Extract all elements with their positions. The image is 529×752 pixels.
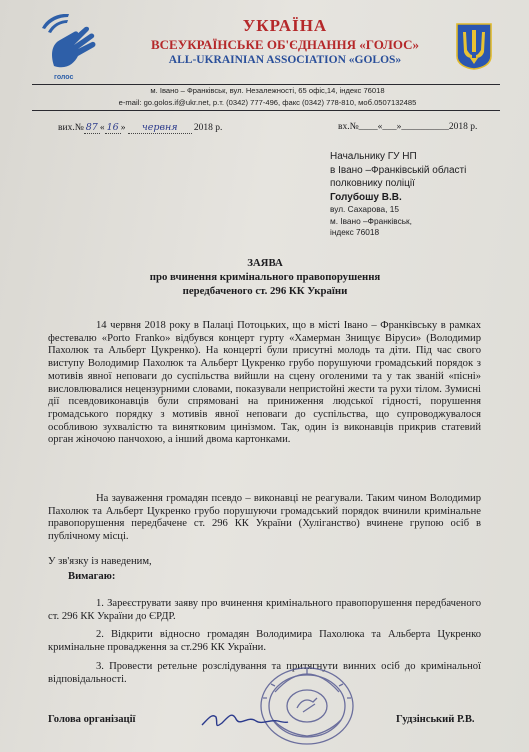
document-title-line-1: ЗАЯВА: [247, 257, 283, 269]
recipient-name: Голубошу В.В.: [330, 191, 402, 203]
signatory-position: Голова організації: [48, 714, 136, 725]
logo-wordmark: голос: [54, 74, 74, 81]
golos-hand-logo: [40, 14, 106, 86]
outgoing-number-value: 87: [85, 122, 98, 133]
recipient-line-3: полковнику поліції: [330, 178, 415, 189]
handwritten-signature: [200, 705, 290, 733]
signatory-name: Гудзінський Р.В.: [396, 714, 475, 725]
demand-item: 2. Відкрити відносно громадян Володимира Пахолюка та Альберта Цукренко кримінальне провадження за ст.296 КК України.: [48, 629, 481, 654]
outgoing-number: [58, 122, 222, 133]
paragraph-text: У зв'язку із наведеним,: [48, 556, 152, 567]
header-divider-bottom: [32, 110, 500, 111]
recipient-address-3: індекс 76018: [330, 227, 380, 237]
trident-emblem: [455, 22, 493, 70]
incoming-number: вх.№____«___»__________2018 р.: [338, 122, 478, 132]
organization-name-en: ALL-UKRAINIAN ASSOCIATION «GOLOS»: [168, 54, 402, 66]
body-paragraph-1: [48, 320, 481, 447]
recipient-address-2: м. Івано –Франківськ,: [330, 215, 412, 226]
demand-item: 3. Провести ретельне розслідування та притягнути винних осіб до кримінальної відповідальності.: [48, 660, 481, 685]
outgoing-month: червня: [128, 122, 192, 134]
recipient-address-1: вул. Сахарова, 15: [330, 204, 400, 214]
recipient-block: [330, 150, 466, 239]
organization-address: м. Івано – Франківськ, вул. Незалежності, 65 офіс,14, індекс 76018: [150, 86, 385, 95]
document-title-line-3: передбаченого ст. 296 КК України: [182, 285, 348, 297]
header-divider-top: [32, 84, 500, 85]
paragraph-text: На зауваження громадян псевдо – виконавці не реагували. Таким чином Володимир Пахолюк та Альберт Цукренко грубо порушуючи громадський порядок вчинили кримінальне правопорушення передбачене ст. 296 КК України (Хуліганство) вчинене групою осіб в публічному місці.: [48, 493, 481, 543]
recipient-line-2: в Івано –Франківській області: [330, 164, 467, 176]
body-paragraph-2: [48, 493, 481, 544]
outgoing-day: 16: [106, 122, 119, 133]
recipient-line-1: Начальнику ГУ НП: [330, 151, 417, 162]
document-title-line-2: про вчинення кримінального правопорушення: [149, 271, 381, 283]
demand-heading: Вимагаю:: [68, 571, 116, 582]
organization-contacts: e-mail: go.golos.if@ukr.net, р.т. (0342) 777-496, факс (0342) 778-810, моб.0507132485: [118, 98, 417, 107]
outgoing-quote-open: «: [99, 123, 105, 133]
paragraph-text: 14 червня 2018 року в Палаці Потоцьких, що в місті Івано – Франківську в рамках фестевалю «Porto Franko» відбувся концерт гурту «Хамерман Знищує Віруси» (Володимир Пахолюк та Альберт Цукренко). На концерті були присутні молодь та діти. Під час свого виступу Володимир Пахолюк та Альберт Цукренко грубо порушуючи громадський порядок з мотивів явної неповаги до суспільства вийшли на сцену оголеними та у так званій «пісні» висловлювалися нецензурними словами, показували непристойні жести та рухи тілом. Зумисні дії псевдовиконавців були спрямовані на приниження людської гідності, порушення громадського порядку з мотивів явної неповаги до суспільства, що супроводжувалося особливою зухвалістю та винятковим цинізмом. Так, один із виконавців прикрив статевий орган жіночою панчохою, а інший двома картонками.: [48, 320, 481, 446]
outgoing-prefix: вих.№: [58, 123, 84, 133]
country-title: УКРАЇНА: [242, 16, 328, 35]
outgoing-quote-close: »: [120, 123, 126, 133]
organization-name-ua: ВСЕУКРАЇНСЬКЕ ОБ'ЄДНАННЯ «ГОЛОС»: [150, 37, 420, 52]
body-paragraph-3: [48, 556, 481, 569]
demand-item: 1. Зареєструвати заяву про вчинення кримінального правопорушення передбаченого ст. 296 КК України до ЄРДР.: [48, 598, 481, 622]
outgoing-year: 2018 р.: [193, 123, 223, 133]
document-title: [100, 256, 430, 298]
